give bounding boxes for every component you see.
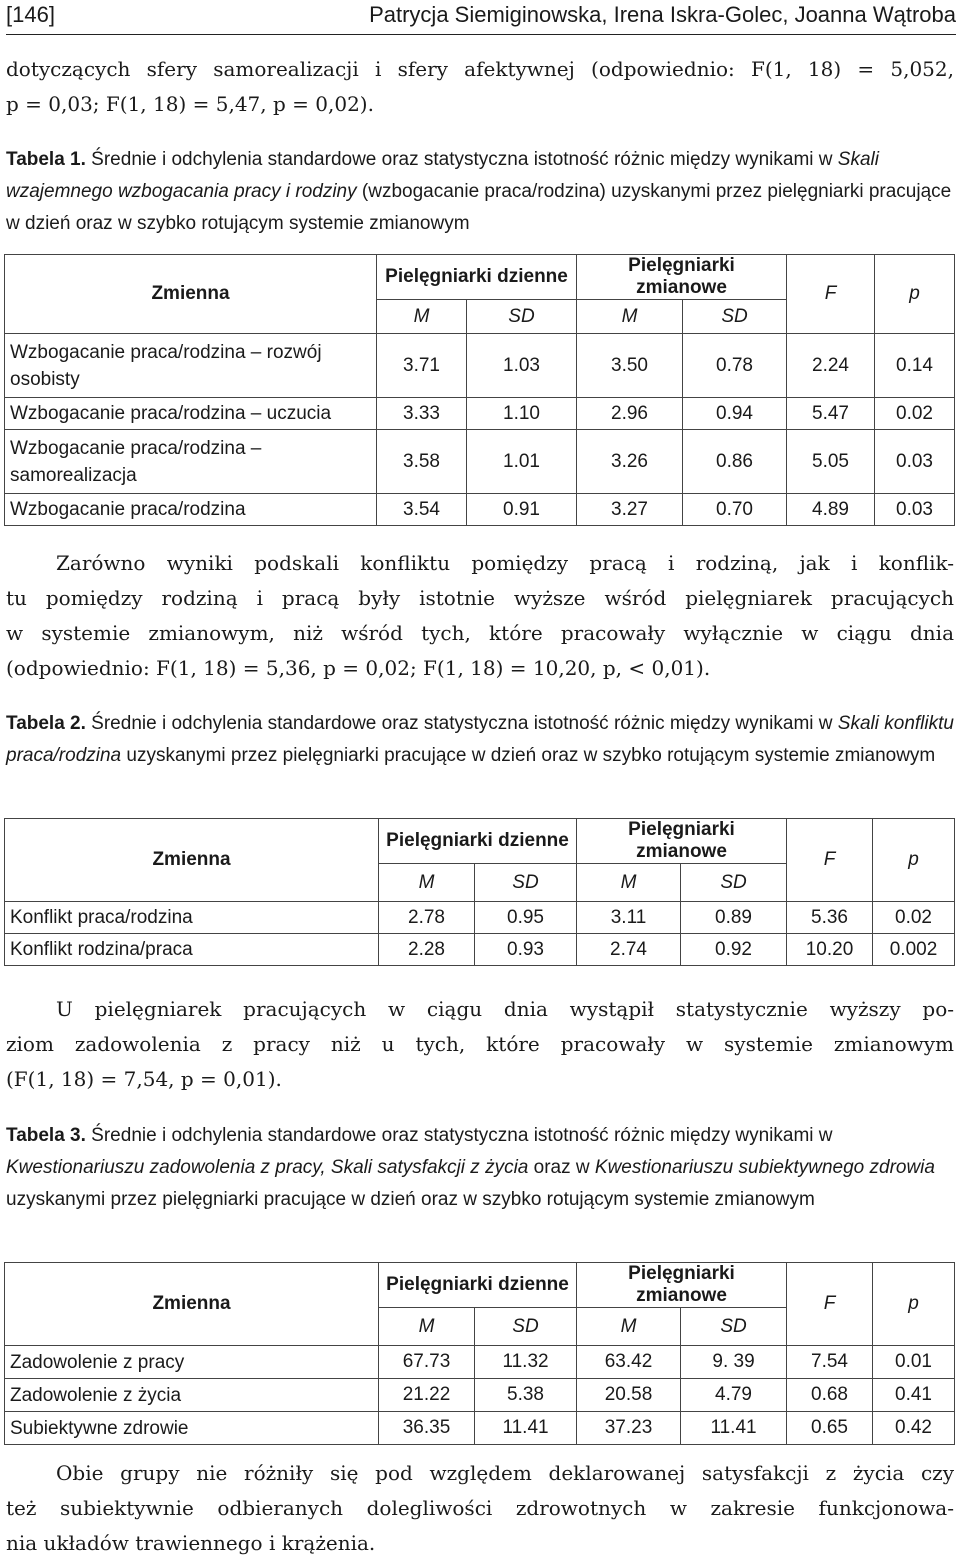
cell-sd2: 0.70 xyxy=(683,494,787,526)
text-line: Zarówno wyniki podskali konfliktu pomiędzy pracą i rodziną, jak i konflik- xyxy=(56,551,954,575)
cell-m1: 2.28 xyxy=(379,934,475,966)
cell-m2: 37.23 xyxy=(577,1412,681,1445)
cell-sd1: 11.41 xyxy=(475,1412,577,1445)
caption-text: uzyskanymi przez pielęgniarki pracujące w dzień oraz w szybko rotującym systemie zmianowym xyxy=(6,1189,815,1210)
header-shift-nurses: Pielęgniarki zmianowe xyxy=(577,1263,787,1308)
cell-sd1: 0.93 xyxy=(475,934,577,966)
text-line: Obie grupy nie różniły się pod względem deklarowanej satysfakcji z życia czy xyxy=(56,1461,954,1485)
cell-f: 7.54 xyxy=(787,1346,873,1379)
caption-scale-name: Skali konfliktu praca/rodzina xyxy=(6,713,954,766)
cell-m1: 2.78 xyxy=(379,902,475,934)
cell-p: 0.02 xyxy=(873,902,955,934)
cell-p: 0.41 xyxy=(873,1379,955,1412)
header-authors: Patrycja Siemiginowska, Irena Iskra-Golec, Joanna Wątroba xyxy=(369,2,956,27)
cell-m1: 3.58 xyxy=(377,430,467,494)
paragraph-satisfaction xyxy=(6,992,954,1097)
cell-m2: 3.27 xyxy=(577,494,683,526)
header-sd: SD xyxy=(475,1308,577,1346)
cell-p: 0.02 xyxy=(875,398,955,430)
header-m: M xyxy=(577,1308,681,1346)
cell-sd1: 0.91 xyxy=(467,494,577,526)
header-p: p xyxy=(873,819,955,902)
cell-sd1: 1.01 xyxy=(467,430,577,494)
cell-f: 2.24 xyxy=(787,334,875,398)
header-variable: Zmienna xyxy=(5,819,379,902)
paragraph-health xyxy=(6,1456,954,1561)
header-day-nurses: Pielęgniarki dzienne xyxy=(379,819,577,864)
header-f: F xyxy=(787,1263,873,1346)
table2 xyxy=(4,818,955,966)
cell-m2: 3.26 xyxy=(577,430,683,494)
cell-m1: 3.71 xyxy=(377,334,467,398)
cell-p: 0.01 xyxy=(873,1346,955,1379)
header-sd: SD xyxy=(467,300,577,334)
running-header xyxy=(6,0,956,35)
page-number: [146] xyxy=(6,2,55,27)
row-variable: Wzbogacanie praca/rodzina – uczucia xyxy=(5,398,377,430)
table-row xyxy=(5,1346,955,1379)
header-f: F xyxy=(787,819,873,902)
caption-text: Średnie i odchylenia standardowe oraz statystyczna istotność różnic między wynikami w xyxy=(85,1125,833,1146)
cell-m2: 2.96 xyxy=(577,398,683,430)
cell-m2: 2.74 xyxy=(577,934,681,966)
cell-p: 0.14 xyxy=(875,334,955,398)
table1 xyxy=(4,254,955,526)
row-variable: Wzbogacanie praca/rodzina – rozwój osobisty xyxy=(5,334,377,398)
row-variable: Wzbogacanie praca/rodzina – samorealizacja xyxy=(5,430,377,494)
text-line: tu pomiędzy rodziną i pracą były istotnie wyższe wśród pielęgniarek pracujących xyxy=(6,586,954,610)
table3-label: Tabela 3. xyxy=(6,1125,86,1146)
cell-f: 5.05 xyxy=(787,430,875,494)
table3-caption xyxy=(6,1120,954,1216)
text-line: (F(1, 18) = 7,54, p = 0,01). xyxy=(6,1067,282,1091)
cell-sd1: 1.10 xyxy=(467,398,577,430)
paragraph-conflict xyxy=(6,546,954,686)
header-variable: Zmienna xyxy=(5,1263,379,1346)
cell-f: 5.36 xyxy=(787,902,873,934)
cell-sd2: 0.86 xyxy=(683,430,787,494)
text-line: (odpowiednio: F(1, 18) = 5,36, p = 0,02; F(1, 18) = 10,20, p, < 0,01). xyxy=(6,656,711,680)
header-sd: SD xyxy=(681,864,787,902)
cell-sd1: 1.03 xyxy=(467,334,577,398)
cell-m1: 36.35 xyxy=(379,1412,475,1445)
header-day-nurses: Pielęgniarki dzienne xyxy=(379,1263,577,1308)
row-variable: Zadowolenie z życia xyxy=(5,1379,379,1412)
table-row xyxy=(5,334,955,398)
cell-f: 4.89 xyxy=(787,494,875,526)
cell-f: 0.65 xyxy=(787,1412,873,1445)
caption-text: Średnie i odchylenia standardowe oraz statystyczna istotność różnic między wynikami w xyxy=(85,149,838,170)
cell-sd1: 11.32 xyxy=(475,1346,577,1379)
header-day-nurses: Pielęgniarki dzienne xyxy=(377,255,577,300)
cell-f: 5.47 xyxy=(787,398,875,430)
text-line: ziom zadowolenia z pracy niż u tych, które pracowały w systemie zmianowym xyxy=(6,1032,954,1056)
cell-sd2: 0.89 xyxy=(681,902,787,934)
table3 xyxy=(4,1262,955,1445)
header-m: M xyxy=(379,1308,475,1346)
caption-scale-name: Kwestionariuszu zadowolenia z pracy, Skali satysfakcji z życia xyxy=(6,1157,529,1178)
caption-text: Średnie i odchylenia standardowe oraz statystyczna istotność różnic między wynikami w xyxy=(85,713,838,734)
cell-sd2: 11.41 xyxy=(681,1412,787,1445)
header-shift-nurses: Pielęgniarki zmianowe xyxy=(577,255,787,300)
header-sd: SD xyxy=(475,864,577,902)
row-variable: Zadowolenie z pracy xyxy=(5,1346,379,1379)
table-row xyxy=(5,934,955,966)
caption-text: (wzbogacanie praca/rodzina) uzyskanymi przez pielęgniarki pracujące w dzień oraz w szybko rotującym systemie zmianowym xyxy=(6,181,952,234)
cell-m1: 3.33 xyxy=(377,398,467,430)
caption-text: uzyskanymi przez pielęgniarki pracujące w dzień oraz w szybko rotującym systemie zmianowym xyxy=(121,745,936,766)
table-row xyxy=(5,902,955,934)
cell-sd1: 0.95 xyxy=(475,902,577,934)
table1-label: Tabela 1. xyxy=(6,149,86,170)
header-m: M xyxy=(577,864,681,902)
row-variable: Subiektywne zdrowie xyxy=(5,1412,379,1445)
table1-caption xyxy=(6,144,954,240)
header-p: p xyxy=(873,1263,955,1346)
text-line: U pielęgniarek pracujących w ciągu dnia wystąpił statystycznie wyższy po- xyxy=(56,997,954,1021)
intro-paragraph xyxy=(6,52,954,122)
table2-caption xyxy=(6,708,954,772)
header-m: M xyxy=(379,864,475,902)
cell-sd2: 0.94 xyxy=(683,398,787,430)
cell-m2: 63.42 xyxy=(577,1346,681,1379)
table-row xyxy=(5,398,955,430)
cell-m1: 67.73 xyxy=(379,1346,475,1379)
cell-m2: 3.50 xyxy=(577,334,683,398)
cell-m1: 3.54 xyxy=(377,494,467,526)
table2-label: Tabela 2. xyxy=(6,713,86,734)
caption-scale-name: Kwestionariuszu subiektywnego zdrowia xyxy=(594,1157,935,1178)
row-variable: Konflikt praca/rodzina xyxy=(5,902,379,934)
cell-sd1: 5.38 xyxy=(475,1379,577,1412)
header-p: p xyxy=(875,255,955,334)
header-shift-nurses: Pielęgniarki zmianowe xyxy=(577,819,787,864)
cell-m1: 21.22 xyxy=(379,1379,475,1412)
cell-sd2: 0.78 xyxy=(683,334,787,398)
header-m: M xyxy=(377,300,467,334)
cell-p: 0.002 xyxy=(873,934,955,966)
header-sd: SD xyxy=(683,300,787,334)
cell-sd2: 4.79 xyxy=(681,1379,787,1412)
header-f: F xyxy=(787,255,875,334)
text-line: też subiektywnie odbieranych dolegliwości zdrowotnych w zakresie funkcjonowa- xyxy=(6,1496,954,1520)
cell-sd2: 0.92 xyxy=(681,934,787,966)
cell-sd2: 9. 39 xyxy=(681,1346,787,1379)
cell-m2: 20.58 xyxy=(577,1379,681,1412)
row-variable: Konflikt rodzina/praca xyxy=(5,934,379,966)
text-line: p = 0,03; F(1, 18) = 5,47, p = 0,02). xyxy=(6,92,374,116)
row-variable: Wzbogacanie praca/rodzina xyxy=(5,494,377,526)
cell-p: 0.42 xyxy=(873,1412,955,1445)
text-line: nia układów trawiennego i krążenia. xyxy=(6,1531,376,1555)
table-row xyxy=(5,1412,955,1445)
table-row xyxy=(5,430,955,494)
text-line: dotyczących sfery samorealizacji i sfery afektywnej (odpowiednio: F(1, 18) = 5,052, xyxy=(6,57,954,81)
cell-f: 0.68 xyxy=(787,1379,873,1412)
cell-m2: 3.11 xyxy=(577,902,681,934)
caption-scale-name: Skali wzajemnego wzbogacania pracy i rodziny xyxy=(6,149,879,202)
table-row xyxy=(5,494,955,526)
header-variable: Zmienna xyxy=(5,255,377,334)
text-line: w systemie zmianowym, niż wśród tych, które pracowały wyłącznie w ciągu dnia xyxy=(6,621,954,645)
table-row xyxy=(5,1379,955,1412)
caption-text: oraz w xyxy=(528,1157,595,1178)
cell-f: 10.20 xyxy=(787,934,873,966)
cell-p: 0.03 xyxy=(875,430,955,494)
header-sd: SD xyxy=(681,1308,787,1346)
cell-p: 0.03 xyxy=(875,494,955,526)
header-m: M xyxy=(577,300,683,334)
